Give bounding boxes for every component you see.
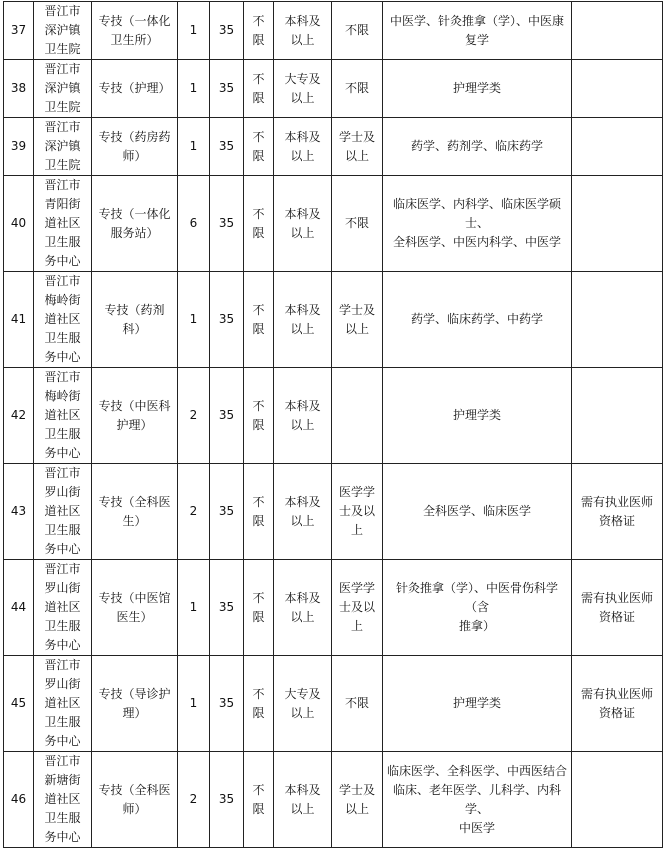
num-text: 41	[10, 312, 27, 326]
major-text: 护理学类	[452, 408, 501, 422]
cell-position	[92, 60, 178, 118]
unit-text: 晋江市 深沪镇 卫生院	[44, 62, 81, 114]
degree-text: 学士及 以上	[338, 302, 375, 336]
cell-age	[210, 2, 244, 60]
cell-age	[210, 176, 244, 272]
unit-text: 晋江市 青阳街 道社区 卫生服 务中心	[44, 178, 81, 268]
age-text: 35	[218, 408, 235, 422]
count-text: 1	[189, 81, 198, 95]
cell-age	[210, 60, 244, 118]
gender-text: 不 限	[252, 590, 265, 624]
cell-num	[4, 176, 34, 272]
gender-text: 不 限	[252, 129, 265, 163]
unit-text: 晋江市 深沪镇 卫生院	[44, 4, 81, 56]
position-text: 专技（全科医 师）	[98, 782, 171, 816]
cell-major	[383, 2, 572, 60]
cell-unit	[34, 272, 92, 368]
major-text: 全科医学、临床医学	[422, 504, 531, 518]
cell-gender	[244, 60, 274, 118]
cell-degree	[332, 656, 383, 752]
table-row	[4, 60, 663, 118]
gender-text: 不 限	[252, 782, 265, 816]
education-text: 本科及 以上	[284, 302, 321, 336]
age-text: 35	[218, 23, 235, 37]
major-text: 药学、药剂学、临床药学	[410, 139, 543, 153]
num-text: 37	[10, 23, 27, 37]
cell-education	[274, 2, 332, 60]
cell-count	[178, 272, 210, 368]
count-text: 1	[189, 23, 198, 37]
major-text: 临床医学、全科医学、中西医结合 临床、老年医学、儿科学、内科学、 中医学	[386, 763, 567, 835]
gender-text: 不 限	[252, 71, 265, 105]
age-text: 35	[218, 792, 235, 806]
education-text: 本科及 以上	[284, 129, 321, 163]
num-text: 44	[10, 600, 27, 614]
degree-text: 医学学 士及以 上	[338, 485, 375, 537]
cell-unit	[34, 656, 92, 752]
remarks-text: 需有执业医师 资格证	[580, 590, 653, 624]
cell-count	[178, 560, 210, 656]
cell-degree	[332, 272, 383, 368]
cell-degree	[332, 2, 383, 60]
cell-position	[92, 2, 178, 60]
position-text: 专技（药房药 师）	[98, 129, 171, 163]
unit-text: 晋江市 罗山街 道社区 卫生服 务中心	[44, 466, 81, 556]
table-body	[4, 2, 663, 848]
cell-position	[92, 656, 178, 752]
cell-age	[210, 752, 244, 848]
cell-education	[274, 272, 332, 368]
cell-gender	[244, 176, 274, 272]
cell-gender	[244, 752, 274, 848]
count-text: 1	[189, 696, 198, 710]
cell-position	[92, 176, 178, 272]
cell-education	[274, 752, 332, 848]
cell-education	[274, 656, 332, 752]
degree-text: 学士及 以上	[338, 782, 375, 816]
cell-education	[274, 368, 332, 464]
major-text: 中医学、针灸推拿（学）、中医康 复学	[389, 13, 564, 47]
cell-unit	[34, 2, 92, 60]
degree-text: 学士及 以上	[338, 129, 375, 163]
cell-position	[92, 118, 178, 176]
cell-unit	[34, 118, 92, 176]
unit-text: 晋江市 罗山街 道社区 卫生服 务中心	[44, 562, 81, 652]
cell-num	[4, 118, 34, 176]
degree-text: 不限	[344, 216, 369, 230]
remarks-text: 需有执业医师 资格证	[580, 494, 653, 528]
cell-degree	[332, 60, 383, 118]
table-row	[4, 176, 663, 272]
table-row	[4, 752, 663, 848]
unit-text: 晋江市 梅岭街 道社区 卫生服 务中心	[44, 370, 81, 460]
education-text: 大专及 以上	[284, 71, 321, 105]
cell-degree	[332, 752, 383, 848]
cell-num	[4, 752, 34, 848]
cell-remarks	[572, 464, 663, 560]
count-text: 2	[189, 408, 198, 422]
major-text: 护理学类	[452, 696, 501, 710]
gender-text: 不 限	[252, 13, 265, 47]
cell-count	[178, 2, 210, 60]
num-text: 39	[10, 139, 27, 153]
cell-remarks	[572, 2, 663, 60]
cell-gender	[244, 464, 274, 560]
unit-text: 晋江市 梅岭街 道社区 卫生服 务中心	[44, 274, 81, 364]
major-text: 临床医学、内科学、临床医学硕士、 全科医学、中医内科学、中医学	[392, 197, 561, 249]
cell-num	[4, 272, 34, 368]
remarks-text: 需有执业医师 资格证	[580, 686, 653, 720]
cell-num	[4, 560, 34, 656]
count-text: 6	[189, 216, 198, 230]
gender-text: 不 限	[252, 302, 265, 336]
cell-unit	[34, 60, 92, 118]
count-text: 2	[189, 504, 198, 518]
cell-gender	[244, 560, 274, 656]
age-text: 35	[218, 504, 235, 518]
cell-num	[4, 2, 34, 60]
cell-education	[274, 60, 332, 118]
cell-major	[383, 272, 572, 368]
major-text: 针灸推拿（学）、中医骨伤科学（含 推拿）	[395, 581, 558, 633]
gender-text: 不 限	[252, 686, 265, 720]
num-text: 40	[10, 216, 27, 230]
num-text: 46	[10, 792, 27, 806]
cell-position	[92, 272, 178, 368]
degree-text: 不限	[344, 696, 369, 710]
table-row	[4, 272, 663, 368]
cell-degree	[332, 560, 383, 656]
table-row	[4, 656, 663, 752]
cell-gender	[244, 118, 274, 176]
position-text: 专技（护理）	[98, 81, 171, 95]
num-text: 43	[10, 504, 27, 518]
position-text: 专技（全科医 生）	[98, 494, 171, 528]
cell-age	[210, 272, 244, 368]
unit-text: 晋江市 深沪镇 卫生院	[44, 120, 81, 172]
cell-education	[274, 176, 332, 272]
count-text: 2	[189, 792, 198, 806]
cell-major	[383, 176, 572, 272]
position-text: 专技（中医科 护理）	[98, 398, 171, 432]
cell-gender	[244, 2, 274, 60]
recruitment-table	[3, 1, 663, 848]
education-text: 本科及 以上	[284, 782, 321, 816]
cell-gender	[244, 368, 274, 464]
cell-unit	[34, 752, 92, 848]
cell-major	[383, 464, 572, 560]
cell-remarks	[572, 272, 663, 368]
age-text: 35	[218, 696, 235, 710]
cell-remarks	[572, 560, 663, 656]
cell-num	[4, 368, 34, 464]
table-row	[4, 560, 663, 656]
cell-count	[178, 464, 210, 560]
cell-degree	[332, 464, 383, 560]
cell-position	[92, 368, 178, 464]
education-text: 大专及 以上	[284, 686, 321, 720]
count-text: 1	[189, 312, 198, 326]
cell-major	[383, 118, 572, 176]
gender-text: 不 限	[252, 398, 265, 432]
position-text: 专技（药剂 科）	[104, 302, 165, 336]
num-text: 42	[10, 408, 27, 422]
cell-position	[92, 560, 178, 656]
gender-text: 不 限	[252, 206, 265, 240]
age-text: 35	[218, 81, 235, 95]
cell-unit	[34, 368, 92, 464]
age-text: 35	[218, 312, 235, 326]
position-text: 专技（导诊护 理）	[98, 686, 171, 720]
cell-gender	[244, 272, 274, 368]
count-text: 1	[189, 600, 198, 614]
count-text: 1	[189, 139, 198, 153]
cell-major	[383, 656, 572, 752]
age-text: 35	[218, 139, 235, 153]
cell-count	[178, 752, 210, 848]
cell-remarks	[572, 118, 663, 176]
age-text: 35	[218, 216, 235, 230]
major-text: 护理学类	[452, 81, 501, 95]
table-row	[4, 464, 663, 560]
unit-text: 晋江市 罗山街 道社区 卫生服 务中心	[44, 658, 81, 748]
cell-degree	[332, 176, 383, 272]
cell-count	[178, 368, 210, 464]
cell-count	[178, 60, 210, 118]
cell-remarks	[572, 752, 663, 848]
cell-num	[4, 60, 34, 118]
cell-position	[92, 752, 178, 848]
cell-age	[210, 656, 244, 752]
cell-remarks	[572, 368, 663, 464]
cell-education	[274, 118, 332, 176]
major-text: 药学、临床药学、中药学	[410, 312, 543, 326]
table-row	[4, 2, 663, 60]
cell-degree	[332, 118, 383, 176]
age-text: 35	[218, 600, 235, 614]
cell-age	[210, 118, 244, 176]
position-text: 专技（一体化 卫生所）	[98, 13, 171, 47]
cell-num	[4, 464, 34, 560]
cell-unit	[34, 176, 92, 272]
cell-education	[274, 560, 332, 656]
degree-text: 医学学 士及以 上	[338, 581, 375, 633]
cell-major	[383, 560, 572, 656]
cell-age	[210, 464, 244, 560]
cell-num	[4, 656, 34, 752]
cell-major	[383, 60, 572, 118]
cell-count	[178, 176, 210, 272]
cell-major	[383, 752, 572, 848]
gender-text: 不 限	[252, 494, 265, 528]
cell-gender	[244, 656, 274, 752]
table-row	[4, 368, 663, 464]
education-text: 本科及 以上	[284, 13, 321, 47]
education-text: 本科及 以上	[284, 494, 321, 528]
cell-remarks	[572, 176, 663, 272]
cell-age	[210, 560, 244, 656]
cell-remarks	[572, 60, 663, 118]
cell-unit	[34, 464, 92, 560]
degree-text: 不限	[344, 81, 369, 95]
education-text: 本科及 以上	[284, 590, 321, 624]
degree-text: 不限	[344, 23, 369, 37]
education-text: 本科及 以上	[284, 206, 321, 240]
education-text: 本科及 以上	[284, 398, 321, 432]
num-text: 38	[10, 81, 27, 95]
cell-age	[210, 368, 244, 464]
num-text: 45	[10, 696, 27, 710]
cell-count	[178, 118, 210, 176]
cell-major	[383, 368, 572, 464]
cell-education	[274, 464, 332, 560]
cell-position	[92, 464, 178, 560]
table-row	[4, 118, 663, 176]
cell-unit	[34, 560, 92, 656]
cell-count	[178, 656, 210, 752]
cell-remarks	[572, 656, 663, 752]
position-text: 专技（一体化 服务站）	[98, 206, 171, 240]
position-text: 专技（中医馆 医生）	[98, 590, 171, 624]
cell-degree	[332, 368, 383, 464]
unit-text: 晋江市 新塘街 道社区 卫生服 务中心	[44, 754, 81, 844]
